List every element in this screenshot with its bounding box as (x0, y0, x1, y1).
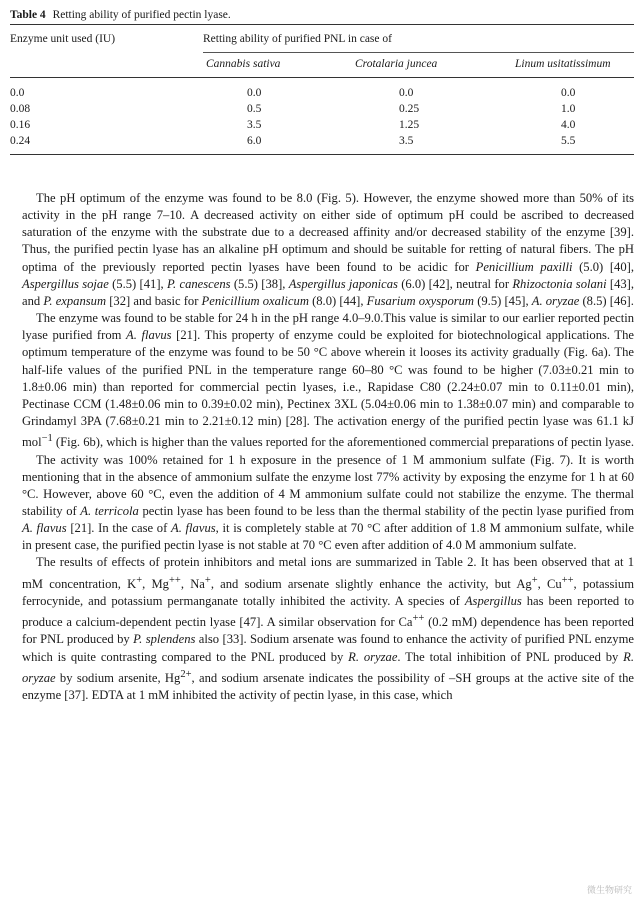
header-retting-ability: Retting ability of purified PNL in case of (203, 33, 392, 45)
table-cell: 0.5 (247, 103, 262, 115)
table-cell: 3.5 (247, 119, 262, 131)
table-caption-text: Retting ability of purified pectin lyase. (52, 9, 231, 21)
watermark: 微生物研究 (586, 886, 632, 896)
body-text (22, 190, 634, 704)
table-cell: 0.24 (10, 135, 31, 147)
paragraph-ph-optimum: The pH optimum of the enzyme was found to be 8.0 (Fig. 5). However, the enzyme showed more than 50% of its activity in the pH range 7–10. A decreased activity on either side of optimum pH could be ascribed to decreased saturation of the enzyme with the substrate due to a decreased affinity and/or decreased stability of the enzyme [39]. Thus, the purified pectin lyase has an alkaline pH optimum and should be suitable for retting of natural fibers. The pH optima of the previously reported pectin lyases have been found to be acidic for Penicillium paxilli (5.0) [40], Aspergillus sojae (5.5) [41], P. canescens (5.5) [38], Aspergillus japonicas (6.0) [42], neutral for Rhizoctonia solani [43], and P. expansum [32] and basic for Penicillium oxalicum (8.0) [44], Fusarium oxysporum (9.5) [45], A. oryzae (8.5) [46]. (22, 191, 635, 308)
table-cell: 0.16 (10, 119, 31, 131)
table-cell: 4.0 (561, 119, 576, 131)
subheader-cannabis: Cannabis sativa (206, 58, 281, 70)
header-enzyme-unit: Enzyme unit used (IU) (10, 33, 116, 45)
subheader-crotalaria: Crotalaria juncea (355, 58, 438, 70)
table-caption (10, 6, 634, 24)
table-cell: 6.0 (247, 135, 262, 147)
table-header (10, 25, 634, 77)
table-cell: 0.0 (10, 87, 25, 99)
table-cell: 0.08 (10, 103, 31, 115)
subheader-linum: Linum usitatissimum (515, 58, 611, 70)
table-cell: 3.5 (399, 135, 414, 147)
table-body (10, 78, 634, 154)
table-caption-label: Table 4 (10, 9, 46, 21)
table-row (10, 133, 634, 149)
table-row (10, 85, 634, 101)
table-cell: 0.25 (399, 103, 420, 115)
paragraph-inhibitors: The results of effects of protein inhibitors and metal ions are summarized in Table 2. It has been observed that at 1 mM concentration, K+, Mg++, Na+, and sodium arsenate slightly enhance the activity, but Ag+, Cu++, potassium ferrocynide, and potassium permanganate totally inhibited the activity. A species of Aspergillus has been reported to produce a calcium-dependent pectin lyase [47]. A similar observation for Ca++ (0.2 mM) dependence has been reported for PNL produced by P. splendens also [33]. Sodium arsenate was found to enhance the activity of purified PNL enzyme which is quite contrasting compared to the PNL produced by R. oryzae. The total inhibition of PNL produced by R. oryzae by sodium arsenite, $Hg^{2+}$, and sodium arsenate indicates the possibility of –SH groups at the active site of the enzyme [37]. EDTA at 1 mM inhibited the activity of pectin lyase, in this case, which (22, 555, 634, 703)
paragraph-stability: The enzyme was found to be stable for 24 h in the pH range 4.0–9.0.This value is similar to our earlier reported pectin lyase purified from A. flavus [21]. This property of enzyme could be exploited for biotechnological applications. The optimum temperature of the enzyme was found to be 50 °C above wherein it looses its activity gradually (Fig. 6a). The half-life values of the purified PNL in the temperature range 60–80 °C was found to be higher (7.03±0.21 min to 1.8±0.06 min) than reported for commercial pectin lyases, i.e., Rapidase C80 (2.24±0.07 min to 0.11±0.01 min), Pectinase CCM (1.48±0.06 min to 0.39±0.02 min), Pectinex 3XL (5.04±0.06 min to 1.38±0.07 min) and comparable to Grindamyl 3PA (7.68±0.21 min to 2.21±0.12 min) [28]. The activation energy of the purified pectin lyase was 61.1 kJ mol$^{-1}$ (Fig. 6b), which is higher than the values reported for the aforementioned commercial preparations of pectin lyase. (22, 311, 634, 450)
table-cell: 0.0 (247, 87, 262, 99)
table-cell: 0.0 (561, 87, 576, 99)
table-bottom-rule (10, 154, 634, 155)
table-row (10, 117, 634, 133)
table-cell: 1.25 (399, 119, 420, 131)
table-row (10, 101, 634, 117)
table-4 (10, 6, 634, 155)
table-cell: 0.0 (399, 87, 414, 99)
table-cell: 5.5 (561, 135, 576, 147)
header-span-rule (203, 52, 634, 53)
paragraph-ammonium-sulfate: The activity was 100% retained for 1 h exposure in the presence of 1 M ammonium sulfate (Fig. 7). It is worth mentioning that in the absence of ammonium sulfate the enzyme lost 77% activity by exposing the enzyme for 1 h at 60 °C. However, above 60 °C, even the addition of 4 M ammonium sulfate could not stabilize the enzyme. The thermal stability of A. terricola pectin lyase has been found to be less than the thermal stability of the pectin lyase purified from A. flavus [21]. In the case of A. flavus, it is completely stable at 70 °C after addition of 1.8 M ammonium sulfate, while in present case, the purified pectin lyase is not stable at 70 °C even after addition of 4.0 M ammonium sulfate. (22, 452, 634, 553)
table-cell: 1.0 (561, 103, 576, 115)
